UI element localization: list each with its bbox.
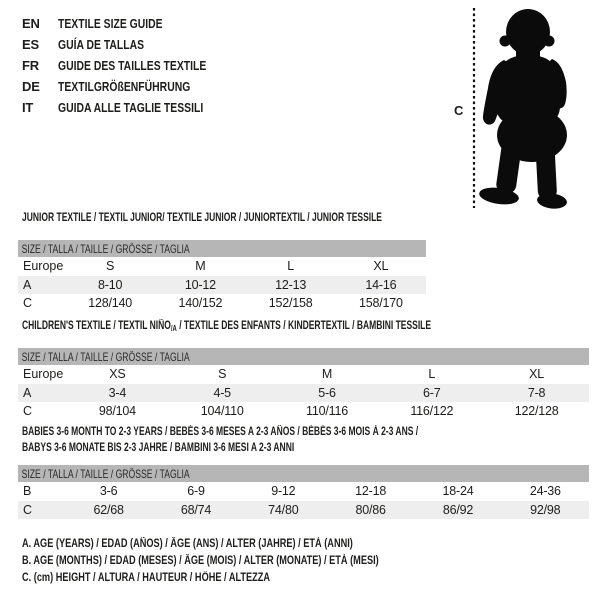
section-title-text: JUNIOR TEXTILE / TEXTIL JUNIOR/ TEXTILE JUNIOR / JUNIORTEXTIL / JUNIOR TESSILE [22, 212, 382, 224]
guide-title: TEXTILE SIZE GUIDE [58, 16, 163, 31]
size-cell: 18-24 [442, 484, 474, 499]
language-title-list [22, 13, 243, 118]
babies-textile-table [18, 424, 589, 519]
size-cell: XS [109, 367, 126, 382]
size-cell: 7-8 [527, 385, 546, 400]
size-cell: 152/158 [268, 296, 313, 311]
section-title-line [22, 210, 508, 226]
language-row-en [22, 13, 243, 34]
legend-text: C. (cm) HEIGHT / ALTURA / HAUTEUR / HÖHE / ALTEZZA [22, 572, 271, 585]
size-cell: 74/80 [268, 502, 299, 517]
size-cell: L [428, 367, 436, 382]
legend-line-a [22, 536, 468, 553]
size-cell: 6-9 [187, 484, 205, 499]
size-table [18, 348, 589, 421]
row-label: C [23, 296, 33, 311]
size-cell: 122/128 [514, 404, 559, 419]
size-table [18, 240, 426, 313]
row-label: A [23, 277, 32, 292]
table-header-text: SIZE / TALLA / TAILLE / GRÖSSE / TAGLIA [21, 241, 190, 256]
toddler-figure [448, 2, 580, 220]
toddler-silhouette [478, 9, 568, 210]
size-cell: 4-5 [213, 385, 231, 400]
legend-text: B. AGE (MONTHS) / EDAD (MESES) / ÂGE (MOIS) / ALTER (MONATE) / ETÀ (MESI) [22, 555, 379, 568]
row-label: Europe [23, 259, 64, 274]
table-header-size [18, 348, 589, 365]
size-cell: 110/116 [306, 404, 348, 419]
size-cell: XL [373, 259, 389, 274]
size-cell: 6-7 [423, 385, 441, 400]
section-title-text: BABIES 3-6 MONTH TO 2-3 YEARS / BEBÉS 3-6 MESES A 2-3 AÑOS / BÉBÉS 3-6 MOIS À 2-3 ANS / [22, 426, 419, 438]
childrens-textile-table [18, 318, 589, 421]
language-code: ES [22, 37, 39, 52]
row-label: C [23, 502, 33, 517]
size-cell: 116/122 [410, 404, 454, 419]
table-row-b [18, 482, 589, 501]
legend [22, 536, 468, 588]
size-cell: 80/86 [355, 502, 386, 517]
row-label: Europe [23, 367, 64, 382]
table-row-c [18, 294, 426, 313]
legend-text: A. AGE (YEARS) / EDAD (AÑOS) / ÂGE (ANS) / ALTER (JAHRE) / ETÀ (ANNI) [22, 538, 353, 550]
legend-line-b [22, 553, 468, 570]
size-cell: M [321, 367, 333, 382]
size-cell: 68/74 [180, 502, 212, 517]
section-title [22, 210, 508, 226]
size-cell: 8-10 [98, 277, 123, 292]
section-title-text: BABYS 3-6 MONATE BIS 2-3 JAHRE / BAMBINI 3-6 MESI A 2-3 ANNI [22, 442, 295, 454]
language-code: EN [22, 16, 40, 31]
table-row-c [18, 402, 589, 421]
section-title-line [22, 424, 589, 440]
section-title [22, 424, 589, 456]
size-cell: 92/98 [530, 502, 561, 517]
size-cell: 12-18 [355, 484, 387, 499]
size-cell: L [287, 259, 294, 274]
table-row-c [18, 501, 589, 520]
row-label: B [23, 484, 32, 499]
table-header-text: SIZE / TALLA / TAILLE / GRÖSSE / TAGLIA [21, 349, 190, 364]
toddler-silhouette-icon [448, 2, 580, 220]
language-row-es [22, 34, 243, 55]
row-label: A [23, 385, 32, 400]
language-row-fr [22, 55, 243, 76]
size-cell: 12-13 [275, 277, 307, 292]
section-title-line [22, 440, 589, 456]
language-row-de [22, 76, 243, 97]
table-header-size [18, 465, 589, 482]
guide-title: GUIDE DES TAILLES TEXTILE [58, 58, 207, 73]
table-header-text: SIZE / TALLA / TAILLE / GRÖSSE / TAGLIA [21, 466, 190, 481]
section-title-text: CHILDREN'S TEXTILE / TEXTIL $NIÑO_{/A}$ / TEXTILE DES ENFANTS / KINDERTEXTIL / BAMBINI TESSILE [22, 320, 432, 333]
junior-textile-table [18, 210, 508, 313]
size-cell: 140/152 [178, 296, 223, 311]
size-cell: 10-12 [184, 277, 216, 292]
size-cell: S [218, 367, 227, 382]
size-cell: 158/170 [358, 296, 403, 311]
guide-title: GUIDA ALLE TAGLIE TESSILI [58, 100, 204, 115]
size-cell: 14-16 [365, 277, 397, 292]
guide-title: TEXTILGRÖßENFÜHRUNG [58, 79, 191, 94]
language-code: FR [22, 58, 39, 73]
size-cell: S [106, 259, 115, 274]
table-header-size [18, 240, 426, 257]
size-cell: 104/110 [200, 404, 244, 419]
row-label: C [23, 404, 33, 419]
language-code: IT [22, 100, 34, 115]
language-row-it [22, 97, 243, 118]
height-measure-label: C [454, 103, 464, 118]
size-cell: 3-6 [99, 484, 118, 499]
size-cell: 98/104 [98, 404, 136, 419]
size-cell: 86/92 [442, 502, 474, 517]
size-cell: 62/68 [93, 502, 124, 517]
size-cell: 9-12 [271, 484, 296, 499]
table-row-a [18, 384, 589, 403]
size-cell: 24-36 [529, 484, 561, 499]
guide-title: GUÍA DE TALLAS [58, 37, 145, 52]
size-cell: 3-4 [108, 385, 127, 400]
size-cell: 5-6 [318, 385, 336, 400]
size-table [18, 465, 589, 519]
table-row-europe [18, 365, 589, 384]
table-row-a [18, 276, 426, 295]
table-row-europe [18, 257, 426, 276]
legend-line-c [22, 570, 468, 587]
section-title [22, 318, 589, 334]
section-title-line [22, 318, 589, 334]
language-code: DE [22, 79, 40, 94]
size-cell: 128/140 [88, 296, 133, 311]
size-cell: M [195, 259, 206, 274]
size-cell: XL [529, 367, 545, 382]
